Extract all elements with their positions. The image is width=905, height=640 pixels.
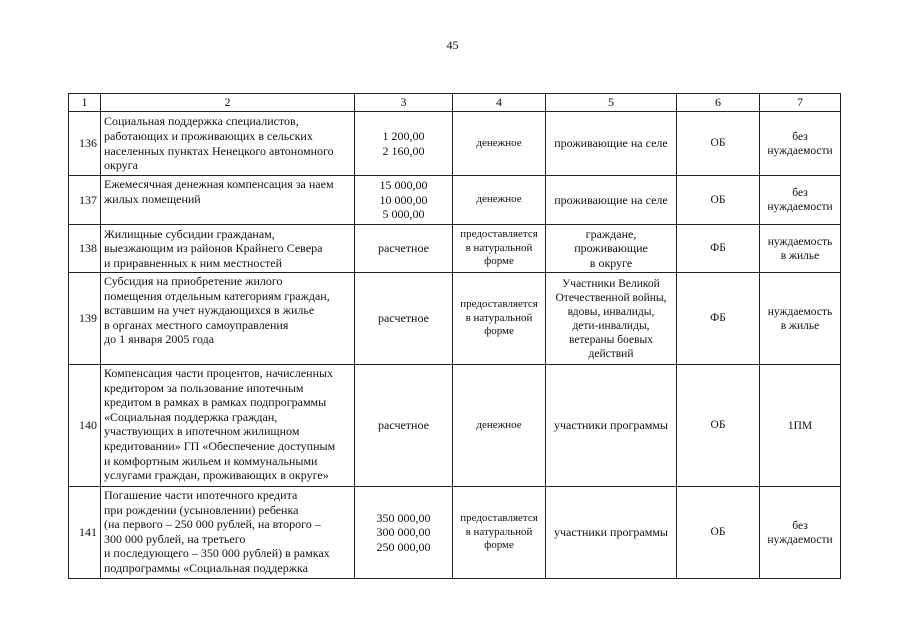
amount-value: расчетное bbox=[378, 311, 429, 326]
recipients-text: Участники Великой bbox=[562, 277, 660, 290]
row-number: 138 bbox=[69, 225, 101, 273]
note-text: без bbox=[792, 519, 808, 532]
note-text: нуждаемость bbox=[767, 305, 833, 318]
recipients-text: вдовы, инвалиды, bbox=[567, 305, 655, 318]
form-text: в натуральной bbox=[465, 311, 533, 324]
form-text: денежное bbox=[476, 193, 522, 206]
need-criterion bbox=[760, 176, 841, 225]
amount-value: 5 000,00 bbox=[382, 207, 425, 222]
amount-value: 10 000,00 bbox=[379, 192, 428, 207]
amount-value: расчетное bbox=[378, 418, 429, 433]
description-line: вставшим на учет нуждающихся в жилье bbox=[104, 303, 315, 318]
note-text: в жилье bbox=[780, 319, 820, 332]
provision-form bbox=[453, 273, 546, 365]
amount-value: расчетное bbox=[378, 241, 429, 256]
column-header: 5 bbox=[546, 94, 677, 112]
row-number: 140 bbox=[69, 365, 101, 487]
table-row bbox=[69, 365, 841, 487]
row-number: 141 bbox=[69, 487, 101, 579]
description-line: кредитом в рамках в рамках подпрограммы bbox=[104, 395, 327, 410]
recipients-text: участники программы bbox=[554, 418, 668, 433]
measure-description bbox=[101, 487, 355, 579]
provision-form bbox=[453, 225, 546, 273]
form-text: денежное bbox=[476, 418, 522, 431]
budget-source: ФБ bbox=[677, 225, 760, 273]
budget-source: ФБ bbox=[677, 273, 760, 365]
note-text: в жилье bbox=[780, 249, 820, 262]
recipients-cell bbox=[546, 112, 677, 176]
form-text: в натуральной bbox=[465, 241, 533, 254]
description-line: и последующего – 350 000 рублей) в рамках bbox=[104, 546, 330, 561]
description-line: и комфортным жильем и коммунальными bbox=[104, 453, 318, 468]
measure-description bbox=[101, 225, 355, 273]
description-line: населенных пунктах Ненецкого автономного bbox=[104, 143, 334, 158]
description-line: (на первого – 250 000 рублей, на второго – bbox=[104, 517, 321, 532]
description-line: подпрограммы «Социальная поддержка bbox=[104, 560, 308, 575]
amount-value: 350 000,00 bbox=[376, 510, 431, 525]
recipients-cell bbox=[546, 365, 677, 487]
form-text: предоставляется bbox=[460, 228, 538, 241]
provision-form bbox=[453, 112, 546, 176]
form-text: предоставляется bbox=[460, 512, 538, 525]
description-line: округа bbox=[104, 158, 138, 173]
budget-source: ОБ bbox=[677, 176, 760, 225]
table-row bbox=[69, 225, 841, 273]
recipients-text: ветераны боевых bbox=[569, 333, 653, 346]
budget-source: ОБ bbox=[677, 487, 760, 579]
description-line: кредитором за пользование ипотечным bbox=[104, 380, 304, 395]
form-text: предоставляется bbox=[460, 298, 538, 311]
description-line: Социальная поддержка специалистов, bbox=[104, 114, 299, 129]
amount-cell bbox=[355, 176, 453, 225]
amount-value: 1 200,00 bbox=[382, 128, 425, 143]
description-line: до 1 января 2005 года bbox=[104, 332, 215, 347]
benefits-table bbox=[68, 93, 841, 579]
recipients-text: проживающие на селе bbox=[554, 136, 668, 151]
amount-cell bbox=[355, 112, 453, 176]
column-header: 2 bbox=[101, 94, 355, 112]
recipients-text: участники программы bbox=[554, 525, 668, 540]
description-line: «Социальная поддержка граждан, bbox=[104, 409, 278, 424]
need-criterion bbox=[760, 365, 841, 487]
recipients-cell bbox=[546, 487, 677, 579]
recipients-text: граждане, bbox=[585, 226, 637, 241]
header-row bbox=[69, 94, 841, 112]
column-header: 3 bbox=[355, 94, 453, 112]
column-header: 4 bbox=[453, 94, 546, 112]
description-line: работающих и проживающих в сельских bbox=[104, 128, 313, 143]
form-text: форме bbox=[484, 255, 514, 268]
table-row bbox=[69, 487, 841, 579]
need-criterion bbox=[760, 487, 841, 579]
table-row bbox=[69, 273, 841, 365]
description-line: услугами граждан, проживающих в округе» bbox=[104, 468, 329, 483]
budget-source: ОБ bbox=[677, 365, 760, 487]
note-text: нуждаемость bbox=[767, 235, 833, 248]
table-row bbox=[69, 112, 841, 176]
provision-form bbox=[453, 176, 546, 225]
form-text: денежное bbox=[476, 136, 522, 149]
provision-form bbox=[453, 365, 546, 487]
recipients-cell bbox=[546, 176, 677, 225]
column-header: 1 bbox=[69, 94, 101, 112]
amount-value: 15 000,00 bbox=[379, 178, 428, 193]
description-line: помещения отдельным категориям граждан, bbox=[104, 288, 330, 303]
description-line: Ежемесячная денежная компенсация за наем bbox=[104, 177, 334, 191]
amount-value: 300 000,00 bbox=[376, 525, 431, 540]
description-line: кредитовании» ГП «Обеспечение доступным bbox=[104, 438, 336, 453]
amount-value: 2 160,00 bbox=[382, 143, 425, 158]
row-number: 137 bbox=[69, 176, 101, 225]
recipients-text: Отечественной войны, bbox=[555, 291, 667, 304]
recipients-text: действий bbox=[588, 347, 634, 360]
recipients-cell bbox=[546, 225, 677, 273]
form-text: форме bbox=[484, 539, 514, 552]
note-text: нуждаемости bbox=[767, 533, 833, 546]
description-line: выезжающим из районов Крайнего Севера bbox=[104, 241, 323, 256]
measure-description bbox=[101, 273, 355, 365]
amount-cell bbox=[355, 273, 453, 365]
note-text: без bbox=[792, 187, 808, 199]
description-line: Субсидия на приобретение жилого bbox=[104, 274, 283, 288]
description-line: Погашение части ипотечного кредита bbox=[104, 488, 298, 502]
description-line: участвующих в ипотечном жилищном bbox=[104, 424, 300, 439]
description-line: в органах местного самоуправления bbox=[104, 317, 289, 332]
note-text: нуждаемости bbox=[767, 144, 833, 157]
measure-description bbox=[101, 112, 355, 176]
description-line: при рождении (усыновлении) ребенка bbox=[104, 502, 299, 517]
budget-source: ОБ bbox=[677, 112, 760, 176]
description-line: Жилищные субсидии гражданам, bbox=[104, 226, 275, 241]
note-text: 1ПМ bbox=[787, 419, 813, 432]
amount-value: 250 000,00 bbox=[376, 539, 431, 554]
form-text: форме bbox=[484, 325, 514, 338]
row-number: 136 bbox=[69, 112, 101, 176]
description-line: и приравненных к ним местностей bbox=[104, 255, 283, 270]
description-line: жилых помещений bbox=[104, 191, 201, 206]
row-number: 139 bbox=[69, 273, 101, 365]
need-criterion bbox=[760, 225, 841, 273]
recipients-text: проживающие bbox=[574, 241, 648, 256]
measure-description bbox=[101, 365, 355, 487]
amount-cell bbox=[355, 487, 453, 579]
recipients-cell bbox=[546, 273, 677, 365]
table-row bbox=[69, 176, 841, 225]
provision-form bbox=[453, 487, 546, 579]
need-criterion bbox=[760, 273, 841, 365]
amount-cell bbox=[355, 365, 453, 487]
note-text: без bbox=[792, 130, 808, 143]
recipients-text: проживающие на селе bbox=[554, 192, 668, 207]
description-line: Компенсация части процентов, начисленных bbox=[104, 366, 334, 380]
column-header: 7 bbox=[760, 94, 841, 112]
note-text: нуждаемости bbox=[767, 201, 833, 213]
column-header: 6 bbox=[677, 94, 760, 112]
description-line: 300 000 рублей, на третьего bbox=[104, 531, 246, 546]
recipients-text: дети-инвалиды, bbox=[572, 319, 650, 332]
need-criterion bbox=[760, 112, 841, 176]
form-text: в натуральной bbox=[465, 525, 533, 538]
amount-cell bbox=[355, 225, 453, 273]
recipients-text: в округе bbox=[589, 255, 633, 270]
measure-description bbox=[101, 176, 355, 225]
page-number: 45 bbox=[446, 38, 459, 52]
